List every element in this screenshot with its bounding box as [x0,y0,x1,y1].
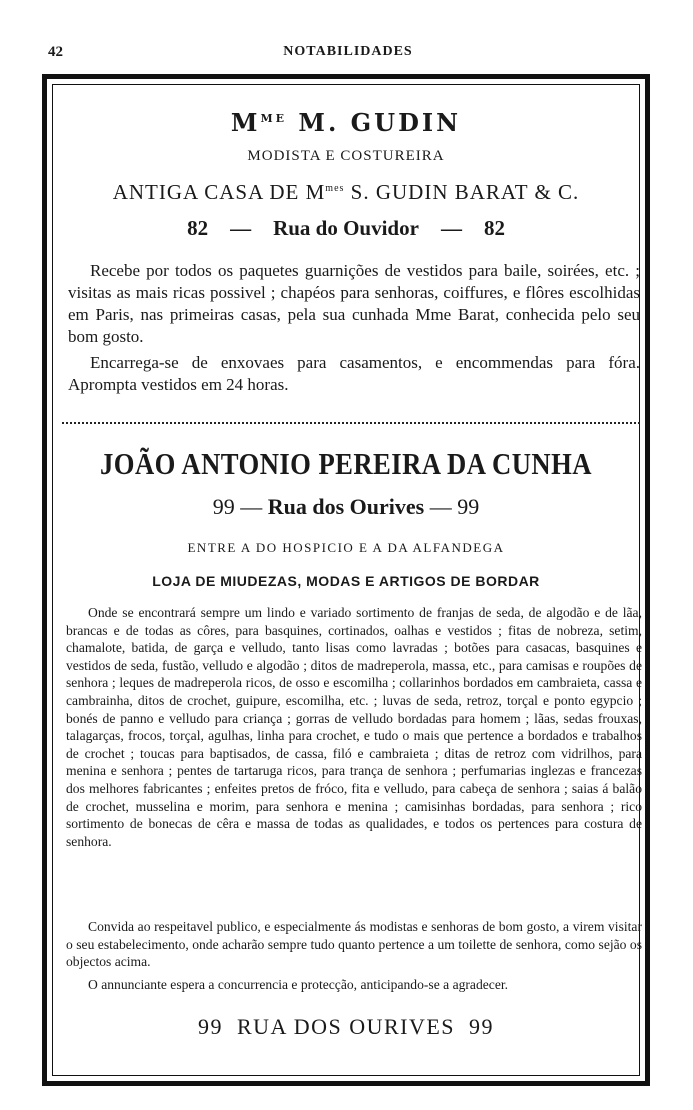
ad2-address-street: Rua dos Ourives [267,494,425,519]
ad2-address-dash-left: — [240,494,263,519]
ad2-paragraph-2 [66,918,642,971]
ad1-paragraph-2-text: Encarrega-se de enxovaes para casamentos, e encommendas para fóra. Aprompta vestidos em 24 horas. [68,353,640,394]
ad2-title: JOÃO ANTONIO PEREIRA DA CUNHA [100,446,592,481]
ad2-paragraph-1-text: Onde se encontrará sempre um lindo e variado sortimento de franjas de seda, de algodão e de lãa, brancas e de todas as côres, para basquines, cortinados, oalhas e vestidos ; fitas de nobreza, setim, chamalote, batida, de garça e velludo, tanto lisas como lavradas ; botões para casacas, basquines e vestidos de seda, fustão, velludo e algodão ; ditos de madreperola, massa, etc., para camisas e roupões de senhora ; leques de madreperola ricos, de osso e escomilha ; collarinhos bordados em cambraieta, cassa e cambrainha, ditos de crochet, guipure, escomilha, etc. ; luvas de seda, retroz, torçal e ponto egypcio ; bonés de panno e velludo para criança ; gorras de velludo bordadas para homem ; lãas, sedas frouxas, talagarças, frocos, torçal, agulhas, linha para crochet, e tudo o mais que pertence a bordados e trabalhos de crochet ; toucas para baptisados, de cassa, filó e cambraieta ; ditas de retroz com vidrilhos, para menina e senhora ; pentes de tartaruga ricos, para trança de senhora ; perfumarias inglezas e francezas dos melhores fabricantes ; enfeites pretos de fróco, fita e velludo, para cabeça de senhora ; saias á balão de crochet, musselina e morim, para senhora e menina ; camisinhas bordadas, para senhora ; rico sortimento de bonecas de cêra e massa de todas as qualidades, e todos os pertences para costura de senhora. [66,605,642,849]
ad1-house-sup: mes [325,183,345,194]
ad1-address-dash-left: — [230,216,252,240]
ad2-paragraph-3-text: O annunciante espera a concurrencia e protecção, anticipando-se a agradecer. [88,977,509,992]
ad1-address-number-right: 82 [483,216,505,240]
ad2-paragraph-3 [66,976,642,994]
page-number: 42 [48,44,63,60]
ad2-address [52,494,640,520]
ad1-title-sup: ME [260,112,288,125]
ad2-shop-type: LOJA DE MIUDEZAS, MODAS E ARTIGOS DE BORDAR [152,573,540,589]
ad2-footer-number-left: 99 [197,1014,223,1039]
ad1-paragraph-1-text: Recebe por todos os paquetes guarnições de vestidos para baile, soirées, etc. ; visitas as mais ricas possivel ; chapéos para senhoras, coiffures, e flôres escolhidas em Paris, nas primeiras casas, pela sua cunhada Mme Barat, conhecida pelo seu bom gosto. [68,261,640,346]
ad1-address [52,216,640,241]
ad2-footer-address [52,1014,640,1040]
ad1-house-name [52,180,640,205]
ad2-footer-number-right: 99 [469,1014,495,1039]
ad1-title [52,108,640,137]
dotted-divider [62,422,640,424]
ad1-paragraph-1 [68,260,640,348]
ad2-location-note: ENTRE A DO HOSPICIO E A DA ALFANDEGA [187,540,505,555]
ad2-paragraph-2-text: Convida ao respeitavel publico, e especialmente ás modistas e senhoras de bom gosto, a virem visitar o seu estabelecimento, onde acharão sempre tudo quanto pertence a um toilette de senhora, como sejão os objectos acima. [66,919,642,970]
ad1-subtitle: MODISTA E COSTUREIRA [247,148,445,164]
ad2-address-number-right: 99 [457,494,480,519]
ad1-house-rest: S. GUDIN BARAT & C. [344,180,580,204]
ad1-title-rest: M. GUDIN [287,108,462,137]
ad1-address-street: Rua do Ouvidor [273,216,419,240]
ad1-house-prefix: ANTIGA CASA DE M [112,180,326,204]
ad2-footer-street: RUA DOS OURIVES [236,1014,456,1039]
page-header [48,40,648,64]
ad1-paragraph-2 [68,352,640,396]
ad1-address-dash-right: — [440,216,462,240]
ad2-address-dash-right: — [429,494,452,519]
ad2-address-number-left: 99 [212,494,235,519]
ad1-address-number-left: 82 [187,216,209,240]
ad1-title-prefix: M [230,108,261,137]
ad2-paragraph-1 [66,604,642,850]
running-title: NOTABILIDADES [283,44,413,59]
